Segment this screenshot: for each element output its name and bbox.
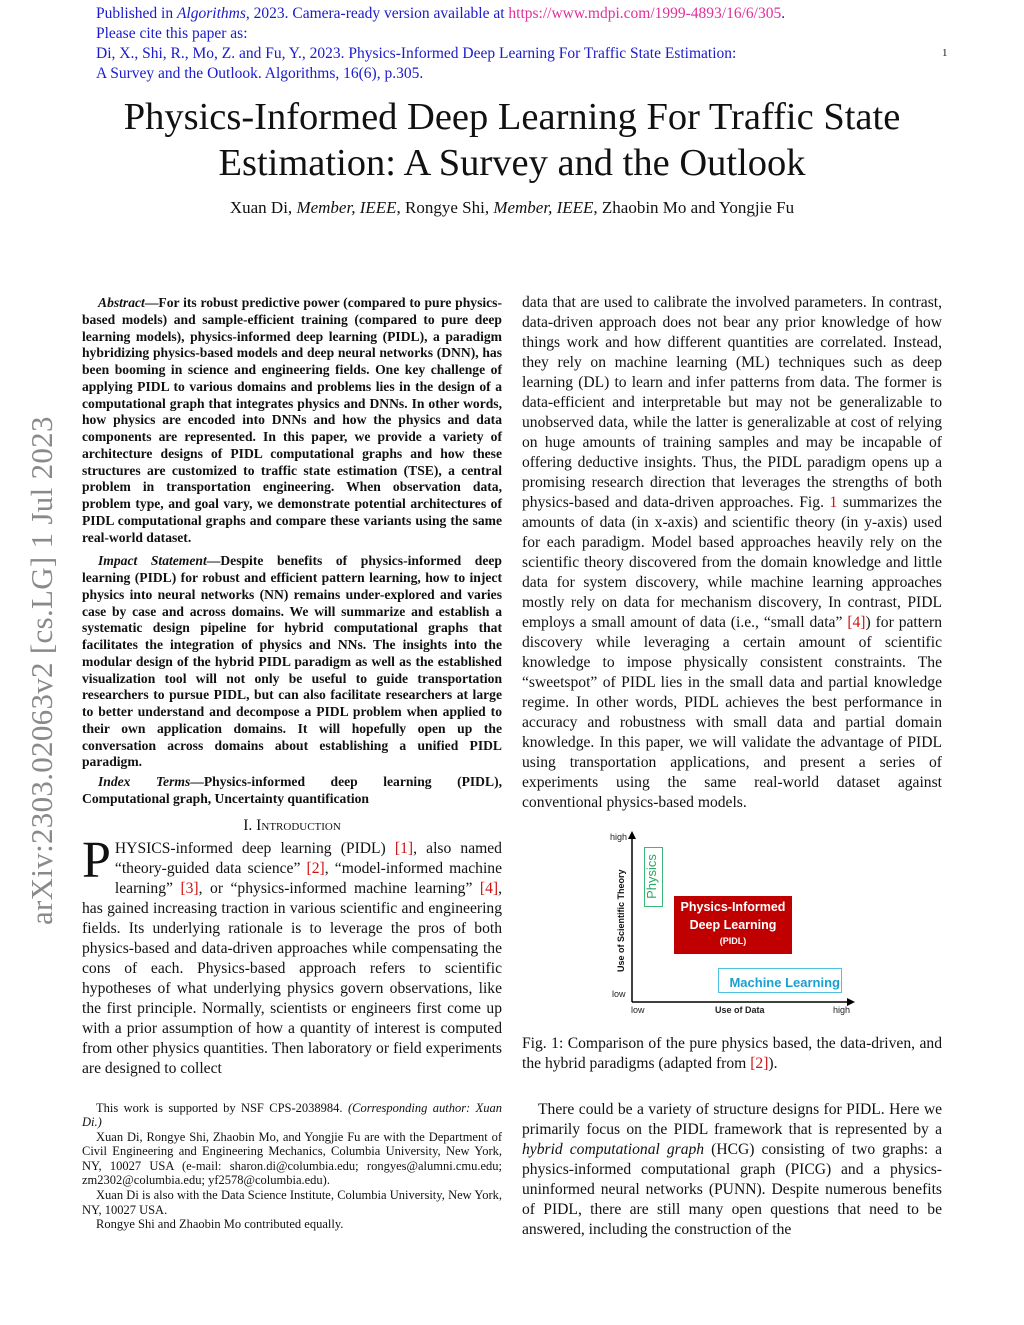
title-line: Physics-Informed Deep Learning For Traffic State [123,96,901,138]
footnote [82,1188,502,1217]
italic-text: Impact Statement [98,553,207,569]
paper-title [40,94,984,186]
citation-link[interactable]: [1] [394,839,414,857]
right-column [522,293,942,1240]
impact-statement [82,553,502,771]
drop-cap: P [82,831,111,889]
figure-1-wrapper [522,830,942,1022]
text-segment: —Despite benefits of physics-informed deep learning (PIDL) for robust and efficient pattern learning, how to inject physics into neural networks (NN) remains under-explored and varies case by case and across domains. We will summarize and establish a systematic design pipeline for hybrid computational graphs that facilitates the integration of physics and NNs. The insights into the modular design of the hybrid PIDL paradigm as well as the established visualization tool will not only be useful to guide transportation researchers to pursue PIDL, but can also facilitate researchers at large to better understand and decompose a PIDL problem when applied to their own application domains. It will hopefully open up the conversation across domains about establishing a unified PIDL paradigm. [82,553,502,770]
text-segment: Xuan Di is also with the Data Science Institute, Columbia University, New York, NY, 10027 USA. [82,1188,502,1217]
cite-line[interactable]: Di, X., Shi, R., Mo, Z. and Fu, Y., 2023. Physics-Informed Deep Learning For Traffic State Estimation: [96,45,737,62]
text-segment: Fig. 1: Comparison of the pure physics based, the data-driven, and the hybrid paradigms (adapted from [522,1035,942,1072]
y-axis-label: Use of Scientific Theory [616,869,626,972]
text-segment: ). [768,1055,778,1072]
machine-learning-box: Machine Learning [718,968,842,993]
published-line: Published in Algorithms, 2023. Camera-ready version available at https://www.mdpi.com/1999-4893/16/6/305. [96,5,786,22]
title-line: Estimation: A Survey and the Outlook [218,142,806,184]
abstract [82,295,502,546]
section-heading: I. Introduction [243,816,341,834]
x-low-label: low [631,1005,645,1015]
text-segment: Xuan Di, [229,198,297,217]
arxiv-stamp: arXiv:2303.02063v2 [cs.LG] 1 Jul 2023 [24,416,59,925]
paragraph [522,1100,942,1240]
text-segment: , has gained increasing traction in various scientific and engineering fields. Its underlying rationale is to leverage the pros of both physics-based and data-driven approaches while compensating the cons of each. Physics-based approach refers to scientific hypotheses of what underlying physics govern observations, like the first principle. Normally, scientists or engineers first come up with a prior assumption of how a quantity of interest is computed from other physics quantities. Then laboratory or field experiments are designed to collect [82,879,502,1077]
citation-link[interactable]: [2] [306,859,325,877]
cite-line: Please cite this paper as: [96,25,248,42]
y-high-label: high [610,832,628,842]
italic-text: hybrid computational graph [522,1141,705,1158]
pidl-box: Physics-Informed Deep Learning (PIDL) [674,896,792,954]
footnote [82,1217,502,1232]
citation-link[interactable]: [3] [180,879,199,897]
text-segment: Xuan Di, Rongye Shi, Zhaobin Mo, and Yongjie Fu are with the Department of Civil Engineering and Engineering Mechanics, Columbia University, New York, NY, 10027 USA (e-mail: sharon.di@columbia.edu; rongyes@alumni.cmu.edu; zm2302@columbia.edu; yf2578@columbia.edu). [82,1129,502,1188]
x-axis-label: Use of Data [715,1005,765,1015]
text-segment: —For its robust predictive power (compared to pure physics-based models) and sample-efficient training (compared to pure deep learning models), physics-informed deep learning (PIDL), a paradigm hybridizing physics-based models and deep neural networks (DNN), has been booming in science and engineering fields. One key challenge of applying PIDL to various domains and problems lies in the design of a computational graph that integrates physics and DNNs. In other words, how physics are encoded into DNNs and how the physics and data components are represented. In this paper, we provide a variety of architecture designs of PIDL computational graphs and how these structures are customized to traffic state estimation (TSE), a central problem in transportation engineering. When observation data, problem type, and goal vary, we demonstrate potential architectures of PIDL computational graphs and compare these variants using the same real-world dataset. [82,295,502,545]
figure-1 [606,830,856,1020]
citation-link[interactable]: [4] [847,614,866,631]
text-segment: , “model-informed machine learning” [114,859,502,897]
footnote [82,1101,502,1130]
figure-caption [522,1034,942,1074]
page-number: 1 [942,47,948,59]
text-segment: HYSICS-informed deep learning (PIDL) [114,839,395,857]
index-terms [82,774,502,808]
text-segment: This work is supported by NSF CPS-2038984. [96,1100,348,1115]
text-segment: summarizes the amounts of data (in x-axis) and scientific theory (in y-axis) used for each paradigm. Model based approaches heavily rely on the scientific theory discovered from the domain knowledge and little data for system discovery, while machine learning approaches mostly rely on data for mechanism discovery, In contrast, PIDL employs a small amount of data (i.e., “small data” [522,494,942,631]
authors [60,198,964,218]
italic-text: Member, IEEE [296,198,397,217]
physics-box: Physics [644,847,663,907]
cite-line[interactable]: A Survey and the Outlook. Algorithms, 16(6), p.305. [96,65,424,82]
citation-header [96,4,785,84]
intro-text [82,831,502,1077]
text-segment: Rongye Shi and Zhaobin Mo contributed equally. [96,1217,344,1232]
intro-paragraph [82,831,502,1079]
italic-text: (Corresponding author: Xuan Di.) [82,1100,502,1130]
y-low-label: low [612,989,626,999]
citation-link[interactable]: [2] [750,1055,769,1072]
text-segment: —Physics-informed deep learning (PIDL), Computational graph, Uncertainty quantification [82,774,502,806]
text-segment: , or “physics-informed machine learning” [198,879,480,897]
left-column [82,295,502,1232]
text-segment: , Rongye Shi, [396,198,494,217]
text-segment: , Zhaobin Mo and Yongjie Fu [593,198,795,217]
text-segment: , also named “theory-guided data science” [114,839,502,877]
mdpi-link[interactable]: https://www.mdpi.com/1999-4893/16/6/305 [508,5,782,22]
y-arrow-icon [628,831,636,839]
footnote [82,1130,502,1188]
italic-text: Abstract [98,295,145,310]
text-segment: There could be a variety of structure designs for PIDL. Here we primarily focus on the PIDL framework that is represented by a [522,1101,942,1138]
text-segment: ) for pattern discovery while leveraging a certain amount of scientific knowledge to impose physically consistent constraints. The “sweetspot” of PIDL lies in the small data and partial knowledge regime. In other words, PIDL achieves the best performance in accuracy and robustness with small data and partial domain knowledge. In this paper, we will validate the advantage of PIDL using transportation applications, and present a series of experiments using the same real-world dataset against conventional physics-based models. [522,614,943,811]
citation-link[interactable]: [4] [479,879,499,897]
footnotes [82,1101,502,1232]
paragraph [522,293,942,813]
citation-link[interactable]: 1 [829,494,838,511]
text-segment: data that are used to calibrate the involved parameters. In contrast, data-driven approach does not bear any prior knowledge of how things work and how different quantities are correlated. Instead, they rely on machine learning (ML) techniques such as deep learning (DL) to learn and infer patterns from data. The former is data-efficient and interpretable but may not be generalizable to unobserved data, while the latter is generalizable at cost of relying on huge amounts of training samples and may be incapable of offering deductive insights. Thus, the PIDL paradigm opens up a promising research direction that leverages the strengths of both physics-based and data-driven approaches. Fig. [522,294,942,511]
italic-text: Index Terms [98,774,191,789]
text-segment: (HCG) consisting of two graphs: a physics-informed computational graph (PICG) and a physics-uninformed neural networks (PUNN). Despite numerous benefits of PIDL, there are still many open questions that need to be answered, including the construction of the [522,1141,942,1238]
x-high-label: high [833,1005,851,1015]
italic-text: Member, IEEE [493,198,594,217]
